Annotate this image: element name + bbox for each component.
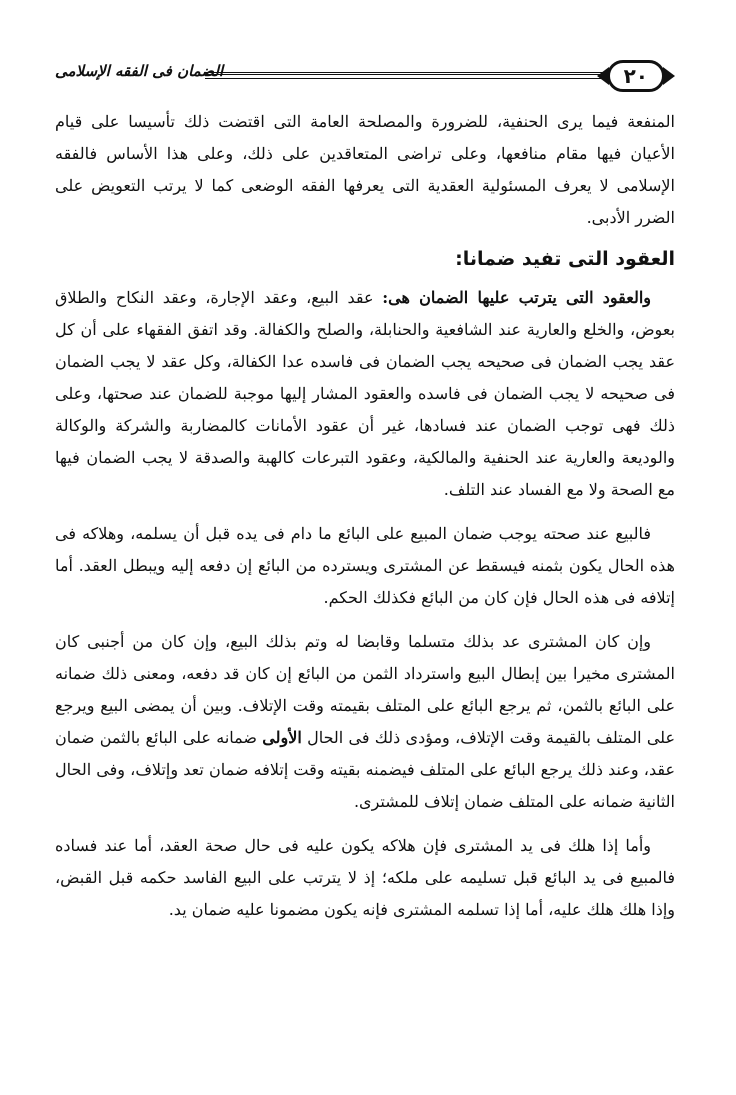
paragraph-buyer — [55, 626, 675, 818]
page-number: ٢٠ — [607, 60, 665, 92]
page-header — [55, 50, 675, 106]
page-number-box — [597, 56, 675, 96]
paragraph-intro: المنفعة فيما يرى الحنفية، للضرورة والمصلحة العامة التى اقتضت ذلك تأسيسا على قيام الأعيان فيها مقام منافعها، وعلى تراضى المتعاقدين على ذلك، وعلى هذا الأساس فالفقه الإسلامى لا يعرف المسئولية العقدية التى يعرفها الفقه الوضعى كما لا يرتب التعويض على الضرر الأدبى. — [55, 112, 675, 227]
running-title: الضمان فى الفقه الإسلامى — [55, 62, 224, 80]
paragraph-contracts-text: عقد البيع، وعقد الإجارة، وعقد النكاح والطلاق بعوض، والخلع والعارية عند الشافعية والحنابلة، والصلح والكفالة. وقد اتفق الفقهاء على أن كل عقد يجب الضمان فى صحيحه يجب الضمان فى فاسده عدا الكفالة، وكل عقد لا يجب الضمان فى صحيحه لا يجب الضمان فى فاسده والعقود المشار إليها موجبة للضمان عند صحتها، وعلى ذلك فهى توجب الضمان عند فسادها، غير أن عقود الأمانات كالمضاربة والشركة والوكالة والوديعة والعارية عند الحنفية والمالكية، وعقود التبرعات كالهبة والصدقة لا يجب الضمان فيها مع الصحة ولا مع الفساد عند التلف. — [55, 288, 675, 499]
section-heading: العقود التى تفيد ضمانا: — [455, 248, 675, 270]
paragraph-buyer-bold: الأولى — [262, 728, 302, 747]
arrow-left-icon — [597, 67, 609, 85]
paragraph-buyer-text-b: ضمانه على البائع بالثمن ضمان عقد، وعند ذلك يرجع البائع على المتلف فيضمنه بقيته وقت إتلافه ضمان تعد وإتلاف، وفى الحال الثانية ضمانه على المتلف ضمان إتلاف للمشترى. — [55, 728, 675, 811]
paragraph-contracts — [55, 282, 675, 506]
paragraph-sale: فالبيع عند صحته يوجب ضمان المبيع على البائع ما دام فى يده قبل أن يسلمه، وهلاكه فى هذه الحال يكون بثمنه فيسقط عن المشترى ويسترده من البائع إن دفعه إليه ويبطل العقد. أما إتلافه فى هذه الحال فإن كان من البائع فكذلك الحكم. — [55, 524, 675, 607]
paragraph-buyer-text-a: وإن كان المشترى عد بذلك متسلما وقابضا له وتم بذلك البيع، وإن كان من أجنبى كان المشترى مخيرا بين إبطال البيع واسترداد الثمن من البائع إن كان قد دفعه، ومعنى ذلك ضمانه على البائع بالثمن، ثم يرجع البائع على المتلف بقيمته وقت الإتلاف. وبين أن يمضى البيع ويرجع على المتلف بالقيمة وقت الإتلاف، ومؤدى ذلك فى الحال — [55, 632, 676, 747]
paragraph-destruction: وأما إذا هلك فى يد المشترى فإن هلاكه يكون عليه فى حال صحة العقد، أما عند فساده فالمبيع فى يد البائع قبل تسليمه على ملكه؛ إذ لا يترتب على البيع الفاسد حكمه قبل القبض، وإذا هلك هلك عليه، أما إذا تسلمه المشترى فإنه يكون مضمونا عليه ضمان يد. — [55, 836, 675, 919]
page-body — [55, 106, 675, 926]
paragraph-lead-bold: والعقود التى يترتب عليها الضمان هى: — [382, 288, 652, 307]
book-page — [55, 50, 675, 1060]
header-divider — [205, 72, 605, 79]
